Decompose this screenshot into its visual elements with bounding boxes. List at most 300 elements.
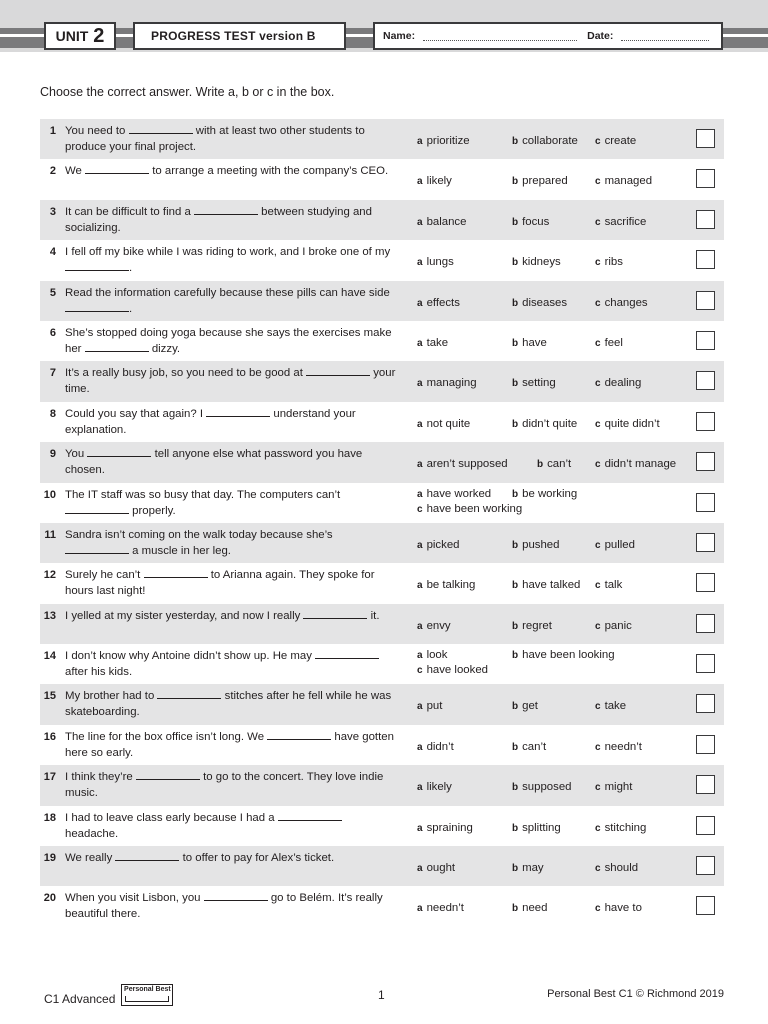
answer-box[interactable] — [696, 452, 715, 471]
answer-box[interactable] — [696, 331, 715, 350]
gap-blank — [65, 543, 129, 554]
option-letter: b — [512, 136, 519, 147]
option-a — [417, 781, 452, 793]
option-letter: a — [417, 539, 423, 551]
option-a — [417, 539, 460, 551]
question-row — [40, 725, 724, 765]
question-text-before: Surely he can’t — [65, 569, 141, 582]
option-b — [537, 458, 571, 470]
option-c — [595, 700, 626, 712]
question-number: 17 — [43, 771, 56, 784]
option-text: didn’t quite — [522, 417, 578, 430]
answer-box[interactable] — [696, 654, 715, 673]
option-a — [417, 216, 466, 228]
option-b — [512, 418, 577, 430]
question-text — [65, 325, 397, 357]
option-letter: b — [512, 863, 519, 875]
option-letter: b — [512, 650, 519, 662]
option-text: prepared — [522, 175, 568, 188]
option-text: take — [604, 700, 627, 713]
question-number: 18 — [43, 811, 56, 824]
test-title: PROGRESS TEST version B — [151, 29, 316, 43]
option-a — [417, 458, 508, 470]
option-c — [595, 741, 642, 753]
gap-blank — [206, 406, 270, 417]
option-a — [417, 418, 470, 430]
option-c — [595, 822, 646, 834]
option-letter: c — [595, 782, 601, 794]
option-letter: b — [512, 216, 519, 228]
question-text — [65, 729, 397, 761]
question-text-before: We really — [65, 852, 113, 865]
gap-blank — [115, 850, 179, 861]
answer-box[interactable] — [696, 856, 715, 875]
question-row — [40, 281, 724, 321]
option-text: likely — [426, 175, 452, 188]
gap-blank — [87, 446, 151, 457]
question-text — [65, 406, 397, 438]
option-text: changes — [604, 296, 648, 309]
answer-box[interactable] — [696, 291, 715, 310]
option-text: talk — [604, 579, 623, 592]
gap-blank — [267, 729, 331, 740]
option-b — [512, 902, 547, 914]
question-text — [65, 487, 397, 519]
personal-best-logo: Personal Best — [121, 984, 173, 1006]
option-a — [417, 377, 477, 389]
question-text-after: to Arianna again. They spoke for hours last night! — [65, 569, 375, 598]
option-a — [417, 175, 452, 187]
option-b — [512, 337, 547, 349]
question-text-after: . — [129, 262, 133, 275]
answer-box[interactable] — [696, 169, 715, 188]
option-b — [512, 579, 580, 591]
question-number: 13 — [43, 609, 56, 622]
option-text: feel — [604, 336, 623, 349]
option-text: effects — [426, 296, 460, 309]
option-b — [512, 649, 615, 661]
option-text: have worked — [426, 487, 492, 500]
question-text — [65, 163, 397, 179]
option-text: dealing — [604, 377, 642, 390]
option-c — [595, 337, 623, 349]
date-field[interactable] — [621, 31, 709, 41]
option-c — [595, 579, 622, 591]
question-text-after: . — [129, 302, 133, 315]
option-a — [417, 256, 454, 268]
option-c — [595, 175, 652, 187]
instructions: Choose the correct answer. Write a, b or c in the box. — [40, 85, 335, 99]
option-text: not quite — [426, 417, 471, 430]
question-row — [40, 159, 724, 199]
question-number: 10 — [43, 488, 56, 501]
option-text: be talking — [426, 579, 476, 592]
option-a — [417, 337, 448, 349]
option-letter: a — [417, 459, 423, 471]
level-label: C1 Advanced — [44, 992, 116, 1006]
question-text-before: My brother had to — [65, 690, 155, 703]
question-number: 20 — [43, 892, 56, 905]
question-text-before: It’s a really busy job, so you need to be good at — [65, 367, 303, 380]
question-text-after: tell anyone else what password you have chosen. — [65, 448, 363, 477]
gap-blank — [157, 688, 221, 699]
question-row — [40, 119, 724, 159]
option-c — [595, 418, 660, 430]
option-a — [417, 822, 473, 834]
option-text: ribs — [604, 256, 623, 269]
gap-blank — [144, 567, 208, 578]
option-c — [595, 539, 635, 551]
option-letter: a — [417, 822, 423, 834]
question-text — [65, 123, 397, 155]
question-row — [40, 806, 724, 846]
option-letter: c — [595, 418, 601, 430]
question-row — [40, 846, 724, 886]
gap-blank — [65, 260, 129, 271]
option-letter: b — [512, 620, 519, 632]
question-row — [40, 483, 724, 523]
option-text: regret — [522, 619, 552, 632]
option-a — [417, 862, 455, 874]
question-text-before: Read the information carefully because these pills can have side — [65, 286, 390, 299]
option-c — [417, 503, 522, 515]
question-text-before: I had to leave class early because I had a — [65, 811, 275, 824]
question-text-before: Sandra isn’t coming on the walk today because she’s — [65, 528, 333, 541]
option-b — [512, 822, 561, 834]
question-number: 16 — [43, 730, 56, 743]
answer-box[interactable] — [696, 573, 715, 592]
option-letter: b — [512, 782, 519, 794]
option-text: may — [522, 862, 544, 875]
question-text-after: go to Belém. It’s really beautiful there. — [65, 892, 383, 921]
question-text-before: I yelled at my sister yesterday, and now I really — [65, 609, 301, 622]
option-c — [595, 620, 632, 632]
question-text-after: stitches after he fell while he was skateboarding. — [65, 690, 392, 719]
option-text: might — [604, 781, 633, 794]
question-number: 19 — [43, 852, 56, 865]
option-text: picked — [426, 538, 460, 551]
option-letter: c — [595, 216, 601, 228]
option-letter: a — [417, 257, 423, 269]
option-letter: a — [417, 297, 423, 309]
answer-box[interactable] — [696, 775, 715, 794]
option-text: kidneys — [522, 256, 561, 269]
question-text — [65, 769, 397, 801]
option-text: stitching — [604, 821, 647, 834]
question-number: 6 — [49, 326, 56, 339]
option-text: have been working — [426, 502, 523, 515]
option-letter: c — [595, 337, 601, 349]
option-text: pulled — [604, 538, 635, 551]
option-a — [417, 700, 442, 712]
question-text-before: I don’t know why Antoine didn’t show up. He may — [65, 650, 312, 663]
option-text: take — [426, 336, 449, 349]
option-c — [595, 862, 638, 874]
question-text-after: between studying and socializing. — [65, 205, 372, 234]
option-text: have — [522, 336, 547, 349]
question-row — [40, 523, 724, 563]
answer-box[interactable] — [696, 816, 715, 835]
option-letter: b — [512, 539, 519, 551]
option-text: can’t — [522, 740, 547, 753]
option-c — [595, 216, 646, 228]
answer-box[interactable] — [696, 210, 715, 229]
gap-blank — [278, 810, 342, 821]
question-number: 2 — [49, 165, 56, 178]
question-text-after: after his kids. — [65, 666, 133, 679]
question-row — [40, 240, 724, 280]
answer-box[interactable] — [696, 412, 715, 431]
option-b — [512, 135, 578, 147]
unit-label-box — [44, 22, 116, 50]
option-text: lungs — [426, 256, 454, 269]
question-text-before: The IT staff was so busy that day. The computers can’t — [65, 488, 341, 501]
question-text-after: with at least two other students to produce your final project. — [65, 125, 365, 153]
option-letter: a — [417, 216, 423, 228]
option-c — [595, 781, 632, 793]
option-c — [595, 297, 648, 309]
option-letter: a — [417, 580, 423, 592]
question-number: 4 — [49, 246, 56, 259]
option-letter: c — [417, 665, 423, 677]
option-letter: b — [512, 176, 519, 188]
option-a — [417, 902, 464, 914]
answer-box[interactable] — [696, 896, 715, 915]
option-text: supposed — [522, 781, 572, 794]
gap-blank — [85, 163, 149, 174]
page-number: 1 — [378, 988, 385, 1002]
option-letter: b — [512, 297, 519, 309]
gap-blank — [136, 769, 200, 780]
option-text: needn’t — [604, 740, 642, 753]
question-text — [65, 446, 397, 478]
option-letter: c — [595, 136, 601, 147]
question-text — [65, 810, 397, 842]
question-text-before: When you visit Lisbon, you — [65, 892, 201, 905]
question-row — [40, 321, 724, 361]
option-b — [512, 781, 572, 793]
gap-blank — [194, 204, 258, 215]
option-b — [512, 539, 559, 551]
question-text-before: I fell off my bike while I was riding to work, and I broke one of my — [65, 246, 391, 259]
question-text-before: You need to — [65, 125, 126, 137]
option-b — [512, 700, 538, 712]
answer-box[interactable] — [696, 614, 715, 633]
option-b — [512, 175, 568, 187]
question-row — [40, 604, 724, 644]
option-b — [512, 620, 552, 632]
question-row — [40, 442, 724, 482]
answer-box[interactable] — [696, 533, 715, 552]
option-text: didn’t manage — [604, 458, 677, 471]
option-letter: a — [417, 337, 423, 349]
option-c — [595, 256, 623, 268]
option-letter: c — [595, 539, 601, 551]
gap-blank — [204, 890, 268, 901]
option-text: have been looking — [522, 649, 615, 662]
question-text — [65, 204, 397, 236]
question-text-after: properly. — [132, 504, 176, 517]
option-letter: c — [595, 580, 601, 592]
question-text — [65, 527, 397, 559]
answer-box[interactable] — [696, 371, 715, 390]
option-text: should — [604, 862, 639, 875]
question-text-after: to go to the concert. They love indie music. — [65, 771, 384, 800]
answer-box[interactable] — [696, 493, 715, 512]
option-b — [512, 377, 556, 389]
question-text-before: I think they’re — [65, 771, 133, 784]
option-letter: b — [512, 378, 519, 390]
unit-label: UNIT — [55, 28, 89, 44]
option-a — [417, 488, 491, 500]
option-letter: c — [595, 620, 601, 632]
option-letter: a — [417, 863, 423, 875]
question-row — [40, 402, 724, 442]
question-row — [40, 886, 724, 926]
question-number: 15 — [43, 690, 56, 703]
question-text — [65, 244, 397, 276]
option-text: needn’t — [426, 902, 464, 915]
option-c — [595, 377, 641, 389]
option-letter: c — [595, 822, 601, 834]
option-letter: c — [595, 741, 601, 753]
option-letter: a — [417, 782, 423, 794]
option-text: ought — [426, 862, 456, 875]
question-text-after: your time. — [65, 367, 396, 396]
question-number: 9 — [49, 448, 56, 461]
option-text: aren’t supposed — [426, 458, 508, 471]
option-b — [512, 216, 549, 228]
option-letter: a — [417, 378, 423, 390]
option-letter: b — [512, 488, 519, 500]
gap-blank — [65, 503, 129, 514]
question-row — [40, 765, 724, 805]
question-text-before: Could you say that again? I — [65, 407, 204, 420]
gap-blank — [315, 648, 379, 659]
option-letter: a — [417, 903, 423, 915]
option-a — [417, 297, 460, 309]
option-text: sacrifice — [604, 215, 647, 228]
question-text — [65, 850, 397, 866]
question-number: 14 — [43, 650, 56, 663]
option-b — [512, 297, 567, 309]
answer-box[interactable] — [696, 694, 715, 713]
question-text-after: a muscle in her leg. — [132, 544, 231, 557]
option-c — [595, 458, 676, 470]
option-letter: b — [512, 822, 519, 834]
question-number: 11 — [44, 528, 56, 541]
option-b — [512, 488, 577, 500]
gap-blank — [129, 123, 193, 134]
question-text-after: have gotten here so early. — [65, 730, 394, 759]
option-a — [417, 620, 451, 632]
option-letter: b — [512, 741, 519, 753]
answer-box[interactable] — [696, 250, 715, 269]
option-letter: c — [595, 257, 601, 269]
question-text — [65, 567, 397, 599]
question-text-after: it. — [370, 609, 380, 622]
option-b — [512, 256, 561, 268]
option-text: have talked — [522, 579, 581, 592]
option-c — [595, 135, 636, 147]
question-text — [65, 890, 397, 922]
question-text — [65, 608, 397, 624]
name-field[interactable] — [423, 31, 577, 41]
question-number: 1 — [49, 125, 56, 137]
answer-box[interactable] — [696, 735, 715, 754]
option-letter: a — [417, 701, 423, 713]
question-text-before: You — [65, 448, 85, 461]
option-letter: a — [417, 418, 423, 430]
option-letter: c — [417, 503, 423, 515]
unit-number: 2 — [93, 24, 105, 47]
option-a — [417, 649, 447, 661]
question-text-after: to arrange a meeting with the company’s CEO. — [152, 165, 389, 178]
question-row — [40, 200, 724, 240]
name-date-box — [373, 22, 723, 50]
option-text: setting — [522, 377, 556, 390]
question-text-after: understand your explanation. — [65, 407, 356, 436]
option-letter: a — [417, 488, 423, 500]
option-text: managing — [426, 377, 477, 390]
question-text — [65, 648, 397, 680]
gap-blank — [85, 341, 149, 352]
option-text: put — [426, 700, 443, 713]
question-text-before: The line for the box office isn’t long. We — [65, 730, 265, 743]
option-text: prioritize — [426, 135, 470, 147]
question-row — [40, 644, 724, 684]
option-text: quite didn’t — [604, 417, 660, 430]
question-number: 8 — [49, 407, 56, 420]
option-text: create — [604, 135, 637, 147]
option-text: spraining — [426, 821, 473, 834]
question-number: 7 — [49, 367, 56, 380]
option-letter: c — [595, 378, 601, 390]
question-text — [65, 688, 397, 720]
question-number: 12 — [43, 569, 56, 582]
option-a — [417, 741, 454, 753]
option-text: need — [522, 902, 548, 915]
option-letter: a — [417, 136, 423, 147]
option-text: be working — [522, 487, 578, 500]
question-text-before: We — [65, 165, 82, 178]
option-letter: a — [417, 620, 423, 632]
option-text: panic — [604, 619, 632, 632]
name-label: Name: — [383, 30, 416, 42]
option-text: splitting — [522, 821, 561, 834]
option-letter: c — [595, 176, 601, 188]
question-row — [40, 361, 724, 401]
option-letter: c — [595, 863, 601, 875]
question-text — [65, 285, 397, 317]
option-letter: c — [595, 701, 601, 713]
test-title-box — [133, 22, 346, 50]
option-text: look — [426, 649, 448, 662]
option-a — [417, 579, 475, 591]
option-letter: a — [417, 176, 423, 188]
option-text: likely — [426, 781, 452, 794]
gap-blank — [303, 608, 367, 619]
answer-box[interactable] — [696, 129, 715, 148]
question-row — [40, 684, 724, 724]
gap-blank — [306, 365, 370, 376]
question-text-before: She’s stopped doing yoga because she says the exercises make her — [65, 326, 392, 355]
option-text: collaborate — [522, 135, 578, 147]
gap-blank — [65, 301, 129, 312]
option-a — [417, 135, 470, 147]
question-row — [40, 563, 724, 603]
option-c — [595, 902, 642, 914]
